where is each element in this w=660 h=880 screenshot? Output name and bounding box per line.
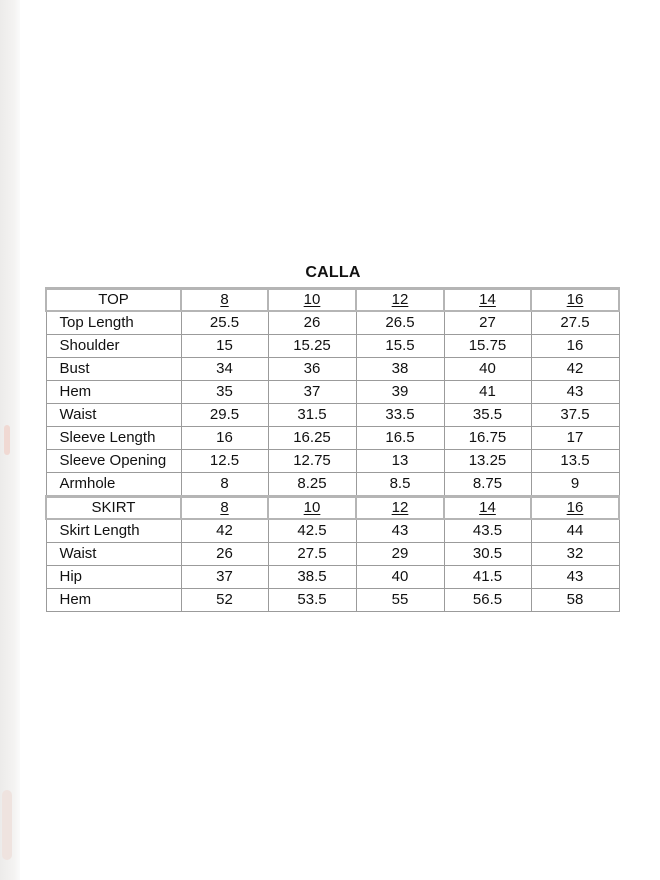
measurement-label: Armhole — [46, 473, 181, 497]
measurement-label: Sleeve Length — [46, 427, 181, 450]
top-header-row — [46, 289, 619, 312]
measurement-label: Skirt Length — [46, 519, 181, 543]
top-section-label: TOP — [46, 289, 181, 312]
measurement-value: 37 — [268, 381, 356, 404]
table-row — [46, 473, 619, 497]
measurement-label: Hem — [46, 381, 181, 404]
measurement-value: 12.75 — [268, 450, 356, 473]
measurement-value: 44 — [531, 519, 619, 543]
measurement-value: 34 — [181, 358, 268, 381]
measurement-value: 16 — [531, 335, 619, 358]
photo-fragment — [2, 790, 12, 860]
size-header — [356, 289, 444, 312]
size-header — [444, 289, 531, 312]
size-header — [531, 289, 619, 312]
measurement-value: 37 — [181, 566, 268, 589]
size-chart-table — [45, 287, 620, 612]
table-row — [46, 589, 619, 612]
size-header — [181, 497, 268, 520]
measurement-label: Bust — [46, 358, 181, 381]
size-label: 10 — [303, 291, 321, 308]
measurement-value: 37.5 — [531, 404, 619, 427]
measurement-label: Shoulder — [46, 335, 181, 358]
table-row — [46, 404, 619, 427]
measurement-value: 43 — [531, 381, 619, 404]
measurement-value: 27.5 — [531, 311, 619, 335]
size-label: 8 — [220, 291, 229, 308]
measurement-value: 29.5 — [181, 404, 268, 427]
measurement-value: 33.5 — [356, 404, 444, 427]
measurement-value: 25.5 — [181, 311, 268, 335]
measurement-value: 26.5 — [356, 311, 444, 335]
table-row — [46, 519, 619, 543]
measurement-value: 16 — [181, 427, 268, 450]
size-header — [268, 289, 356, 312]
table-row — [46, 543, 619, 566]
measurement-label: Waist — [46, 404, 181, 427]
measurement-value: 13.25 — [444, 450, 531, 473]
photo-fragment — [4, 425, 10, 455]
size-header — [268, 497, 356, 520]
measurement-value: 38.5 — [268, 566, 356, 589]
measurement-value: 17 — [531, 427, 619, 450]
measurement-value: 41 — [444, 381, 531, 404]
measurement-value: 26 — [181, 543, 268, 566]
measurement-value: 15.5 — [356, 335, 444, 358]
measurement-value: 41.5 — [444, 566, 531, 589]
measurement-value: 43 — [356, 519, 444, 543]
measurement-value: 27 — [444, 311, 531, 335]
measurement-value: 8.5 — [356, 473, 444, 497]
measurement-value: 43 — [531, 566, 619, 589]
measurement-value: 13 — [356, 450, 444, 473]
measurement-value: 55 — [356, 589, 444, 612]
measurement-value: 42 — [181, 519, 268, 543]
measurement-value: 12.5 — [181, 450, 268, 473]
measurement-value: 58 — [531, 589, 619, 612]
size-label: 10 — [303, 499, 321, 516]
measurement-value: 39 — [356, 381, 444, 404]
table-row — [46, 427, 619, 450]
table-row — [46, 335, 619, 358]
measurement-value: 40 — [356, 566, 444, 589]
size-label: 16 — [566, 291, 584, 308]
measurement-value: 16.25 — [268, 427, 356, 450]
measurement-value: 8 — [181, 473, 268, 497]
measurement-value: 53.5 — [268, 589, 356, 612]
size-header — [444, 497, 531, 520]
size-label: 16 — [566, 499, 584, 516]
measurement-value: 36 — [268, 358, 356, 381]
measurement-value: 26 — [268, 311, 356, 335]
measurement-value: 42 — [531, 358, 619, 381]
measurement-value: 42.5 — [268, 519, 356, 543]
measurement-label: Sleeve Opening — [46, 450, 181, 473]
skirt-section-label: SKIRT — [46, 497, 181, 520]
chart-title: CALLA — [305, 264, 361, 281]
measurement-label: Top Length — [46, 311, 181, 335]
measurement-value: 38 — [356, 358, 444, 381]
measurement-value: 13.5 — [531, 450, 619, 473]
size-label: 12 — [391, 291, 409, 308]
measurement-value: 8.75 — [444, 473, 531, 497]
measurement-value: 40 — [444, 358, 531, 381]
size-label: 14 — [479, 499, 496, 516]
table-row — [46, 566, 619, 589]
left-edge-photo-strip — [0, 0, 20, 880]
table-row — [46, 381, 619, 404]
measurement-value: 8.25 — [268, 473, 356, 497]
table-row — [46, 358, 619, 381]
size-label: 8 — [220, 499, 229, 516]
measurement-label: Hem — [46, 589, 181, 612]
measurement-value: 32 — [531, 543, 619, 566]
measurement-value: 56.5 — [444, 589, 531, 612]
measurement-label: Waist — [46, 543, 181, 566]
measurement-value: 30.5 — [444, 543, 531, 566]
measurement-value: 31.5 — [268, 404, 356, 427]
size-header — [531, 497, 619, 520]
measurement-value: 15.75 — [444, 335, 531, 358]
measurement-label: Hip — [46, 566, 181, 589]
measurement-value: 15.25 — [268, 335, 356, 358]
measurement-value: 16.5 — [356, 427, 444, 450]
size-header — [181, 289, 268, 312]
table-row — [46, 311, 619, 335]
table-row — [46, 450, 619, 473]
measurement-value: 29 — [356, 543, 444, 566]
size-header — [356, 497, 444, 520]
size-label: 14 — [479, 291, 496, 308]
measurement-value: 35 — [181, 381, 268, 404]
measurement-value: 35.5 — [444, 404, 531, 427]
measurement-value: 15 — [181, 335, 268, 358]
measurement-value: 27.5 — [268, 543, 356, 566]
size-label: 12 — [391, 499, 409, 516]
measurement-value: 52 — [181, 589, 268, 612]
measurement-value: 9 — [531, 473, 619, 497]
measurement-value: 43.5 — [444, 519, 531, 543]
skirt-header-row — [46, 497, 619, 520]
measurement-value: 16.75 — [444, 427, 531, 450]
